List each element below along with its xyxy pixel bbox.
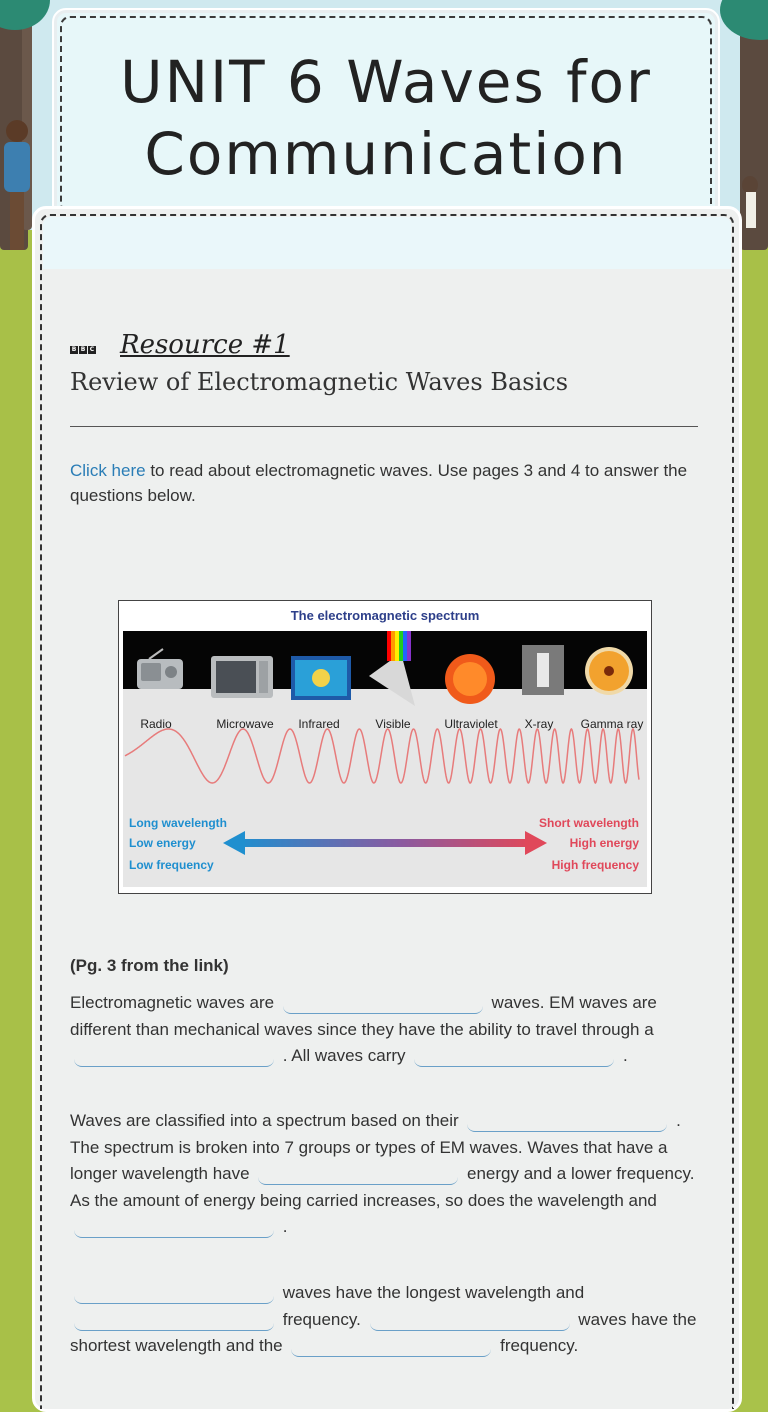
answer-blank[interactable] — [291, 1336, 491, 1357]
microwave-icon — [211, 656, 273, 698]
worksheet-top-strip — [43, 217, 731, 269]
intro-body: to read about electromagnetic waves. Use pages 3 and 4 to answer the questions below. — [70, 461, 688, 505]
em-spectrum-image — [118, 600, 652, 894]
bbc-logo-icon — [70, 346, 96, 354]
right-label: High energy — [569, 836, 639, 850]
xray-hand-icon — [522, 645, 564, 695]
bbc-letter: B — [80, 346, 86, 353]
q-text: . The spectrum is broken into 7 groups or types of EM waves. Waves that have a longer wavelength have — [70, 1111, 681, 1183]
answer-blank[interactable] — [467, 1111, 667, 1132]
em-spectrum-svg — [119, 601, 651, 893]
q-text: energy and a lower frequency. As the amount of energy being carried increases, so does the wavelength and — [70, 1164, 695, 1210]
answer-blank[interactable] — [370, 1310, 570, 1331]
answer-blank[interactable] — [258, 1164, 458, 1185]
band-label: X-ray — [524, 717, 554, 731]
radiation-icon — [585, 647, 633, 695]
click-here-link[interactable]: Click here — [70, 461, 146, 480]
answer-blank[interactable] — [74, 1310, 274, 1331]
bbc-letter: B — [71, 346, 77, 353]
bbc-letter: C — [89, 346, 95, 353]
q-text: waves. EM waves are different than mechanical waves since they have the ability to travel through a — [70, 993, 657, 1039]
questions-heading: (Pg. 3 from the link) — [70, 956, 229, 975]
answer-blank[interactable] — [74, 1283, 274, 1304]
page-title — [54, 46, 718, 190]
resource-subtitle: Review of Electromagnetic Waves Basics — [70, 368, 569, 396]
answer-blank[interactable] — [414, 1046, 614, 1067]
q-text: frequency. — [495, 1336, 579, 1355]
q-text: . — [618, 1046, 628, 1065]
page-title-line-1: UNIT 6 Waves for — [120, 48, 652, 116]
spectrum-title: The electromagnetic spectrum — [290, 608, 480, 623]
right-label: High frequency — [551, 858, 639, 872]
answer-blank[interactable] — [74, 1046, 274, 1067]
intro-text — [70, 458, 690, 508]
answer-blank[interactable] — [74, 1217, 274, 1238]
left-label: Long wavelength — [129, 816, 228, 830]
band-label: Visible — [375, 717, 411, 731]
question-paragraph-2 — [70, 1108, 698, 1241]
left-label: Low frequency — [129, 858, 214, 872]
band-label: Ultraviolet — [444, 717, 498, 731]
q-text: Waves are classified into a spectrum based on their — [70, 1111, 464, 1130]
sun-icon — [445, 654, 495, 704]
band-label: Radio — [140, 717, 172, 731]
band-label: Microwave — [216, 717, 274, 731]
right-label: Short wavelength — [538, 816, 639, 830]
title-card — [52, 8, 720, 222]
answer-blank[interactable] — [283, 993, 483, 1014]
q-text: waves have the longest wavelength and — [278, 1283, 585, 1302]
q-text: waves have the shortest wavelength and the — [70, 1309, 697, 1355]
band-label: Gamma ray — [580, 717, 644, 731]
q-text: frequency. — [278, 1309, 366, 1329]
section-divider — [70, 426, 698, 427]
band-label: Infrared — [298, 717, 340, 731]
question-paragraph-1 — [70, 990, 698, 1070]
question-paragraph-3 — [70, 1280, 698, 1360]
q-text: . All waves carry — [278, 1046, 411, 1065]
q-text: . — [278, 1217, 288, 1236]
q-text: Electromagnetic waves are — [70, 993, 279, 1012]
resource-title: Resource #1 — [120, 330, 290, 360]
child-figure — [0, 120, 34, 250]
infrared-icon — [291, 656, 351, 700]
page-title-line-2: Communication — [144, 120, 628, 188]
left-label: Low energy — [129, 836, 196, 850]
